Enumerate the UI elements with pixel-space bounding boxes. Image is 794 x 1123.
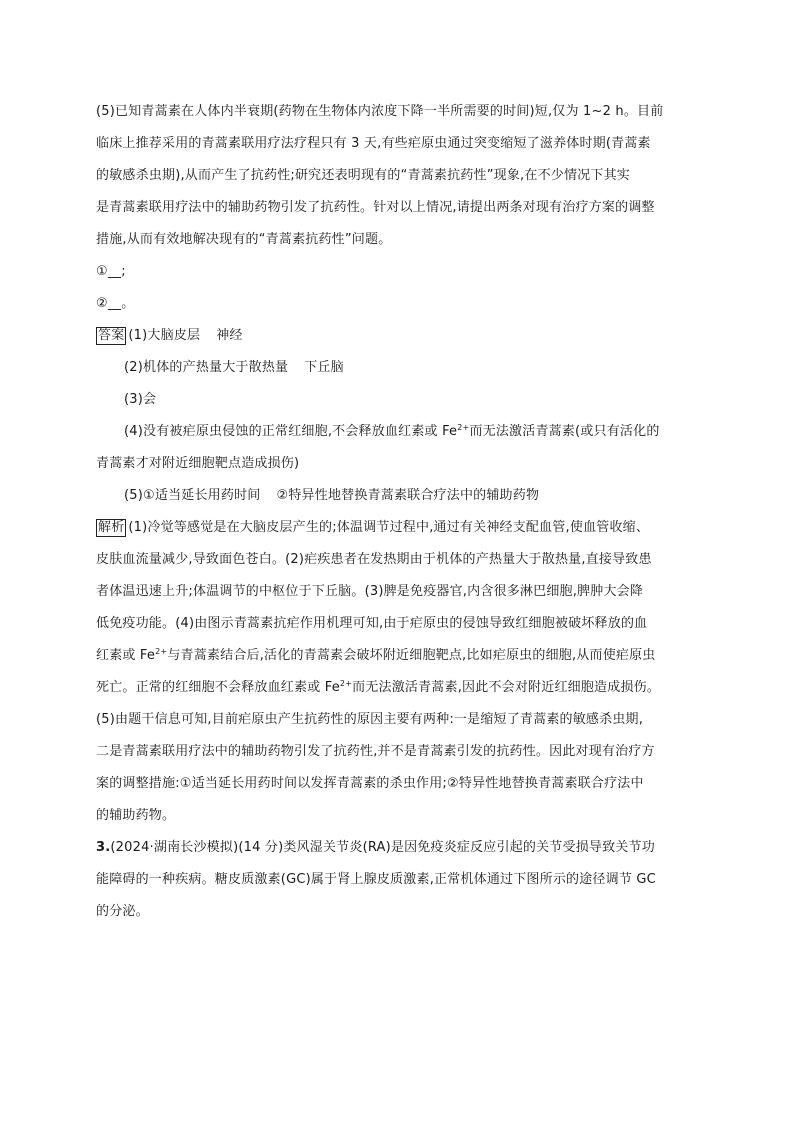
superscript: 2+: [155, 647, 168, 656]
question-number: 3.: [96, 840, 111, 855]
analysis-text: 而无法激活青蒿素,因此不会对附近红细胞造成损伤。: [352, 680, 661, 695]
answer-line-2: [96, 352, 696, 384]
analysis-text: 与青蒿素结合后,活化的青蒿素会破坏附近细胞靶点,比如疟原虫的细胞,从而使疟原虫: [167, 648, 656, 663]
analysis-line: [96, 640, 696, 672]
answer-line-4b: 青蒿素才对附近细胞靶点造成损伤): [96, 456, 300, 471]
question-5-line: 措施,从而有效地解决现有的“青蒿素抗药性”问题。: [96, 232, 392, 247]
answer-line-4: [96, 416, 696, 448]
answer-line-3: (3)会: [124, 392, 157, 407]
answer-5-part1: (5)①适当延长用药时间: [124, 488, 261, 503]
analysis-text: 红素或 Fe: [96, 648, 156, 663]
analysis-text: (1)冷觉等感觉是在大脑皮层产生的;体温调节过程中,通过有关神经支配血管,使血管收缩、: [128, 520, 650, 535]
answer-1-part2: 神经: [216, 328, 243, 343]
answer-1-part1: (1)大脑皮层: [128, 328, 201, 343]
answer-2-part2: 下丘脑: [304, 360, 344, 375]
question-5: [96, 96, 696, 320]
analysis-line: [96, 512, 696, 544]
analysis-line: (5)由题干信息可知,目前疟原虫产生抗药性的原因主要有两种:一是缩短了青蒿素的敏感杀虫期,: [96, 712, 644, 727]
answer-5-part2: ②特异性地替换青蒿素联合疗法中的辅助药物: [276, 488, 540, 503]
answer-2-part1: (2)机体的产热量大于散热量: [124, 360, 289, 375]
analysis-section: [96, 512, 696, 832]
question-5-line: 的敏感杀虫期),从而产生了抗药性;研究还表明现有的“青蒿素抗药性”现象,在不少情况下其实: [96, 168, 630, 183]
question-5-line: (5)已知青蒿素在人体内半衰期(药物在生物体内浓度下降一半所需要的时间)短,仅为 1~2 h。目前: [96, 104, 664, 119]
document-page: [96, 96, 696, 928]
analysis-line: 皮肤血流量减少,导致面色苍白。(2)疟疾患者在发热期由于机体的产热量大于散热量,直接导致患: [96, 552, 652, 567]
analysis-tag: 解析: [98, 520, 125, 535]
analysis-line: 低免疫功能。(4)由图示青蒿素抗疟作用机理可知,由于疟原虫的侵蚀导致红细胞被破坏释放的血: [96, 616, 648, 631]
answer-tag: 答案: [98, 328, 125, 343]
analysis-line: [96, 672, 696, 704]
answer-section: [96, 320, 696, 512]
question-5-line: 临床上推荐采用的青蒿素联用疗法疗程只有 3 天,有些疟原虫通过突变缩短了滋养体时期(青蒿素: [96, 136, 651, 151]
superscript: 2+: [457, 423, 470, 432]
answer-4-text: (4)没有被疟原虫侵蚀的正常红细胞,不会释放血红素或 Fe: [124, 424, 458, 439]
question-3-line: 能障碍的一种疾病。糖皮质激素(GC)属于肾上腺皮质激素,正常机体通过下图所示的途径调节 GC: [96, 872, 656, 887]
question-5-line: 是青蒿素联用疗法中的辅助药物引发了抗药性。针对以上情况,请提出两条对现有治疗方案的调整: [96, 200, 655, 215]
analysis-line: 者体温迅速上升;体温调节的中枢位于下丘脑。(3)脾是免疫器官,内含很多淋巴细胞,脾肿大会降: [96, 584, 644, 599]
answer-line-1: [96, 320, 696, 352]
answer-line-5: [96, 480, 696, 512]
analysis-line: 二是青蒿素联用疗法中的辅助药物引发了抗药性,并不是青蒿素引发的抗药性。因此对现有治疗方: [96, 744, 655, 759]
analysis-line: 的辅助药物。: [96, 808, 176, 823]
superscript: 2+: [339, 679, 353, 688]
question-3-text: (2024·湖南长沙模拟)(14 分)类风湿关节炎(RA)是因免疫炎症反应引起的关节受损导致关节功: [110, 840, 655, 855]
analysis-text: 死亡。正常的红细胞不会释放血红素或 Fe: [96, 680, 340, 695]
analysis-line: 案的调整措施:①适当延长用药时间以发挥青蒿素的杀虫作用;②特异性地替换青蒿素联合疗法中: [96, 776, 644, 791]
answer-4-text-cont: 而无法激活青蒿素(或只有活化的: [469, 424, 660, 439]
question-3-line: [96, 832, 696, 864]
answer-blank-1: ①__;: [96, 264, 126, 279]
answer-blank-2: ②__。: [96, 296, 135, 311]
question-3: [96, 832, 696, 928]
question-3-line: 的分泌。: [96, 904, 149, 919]
